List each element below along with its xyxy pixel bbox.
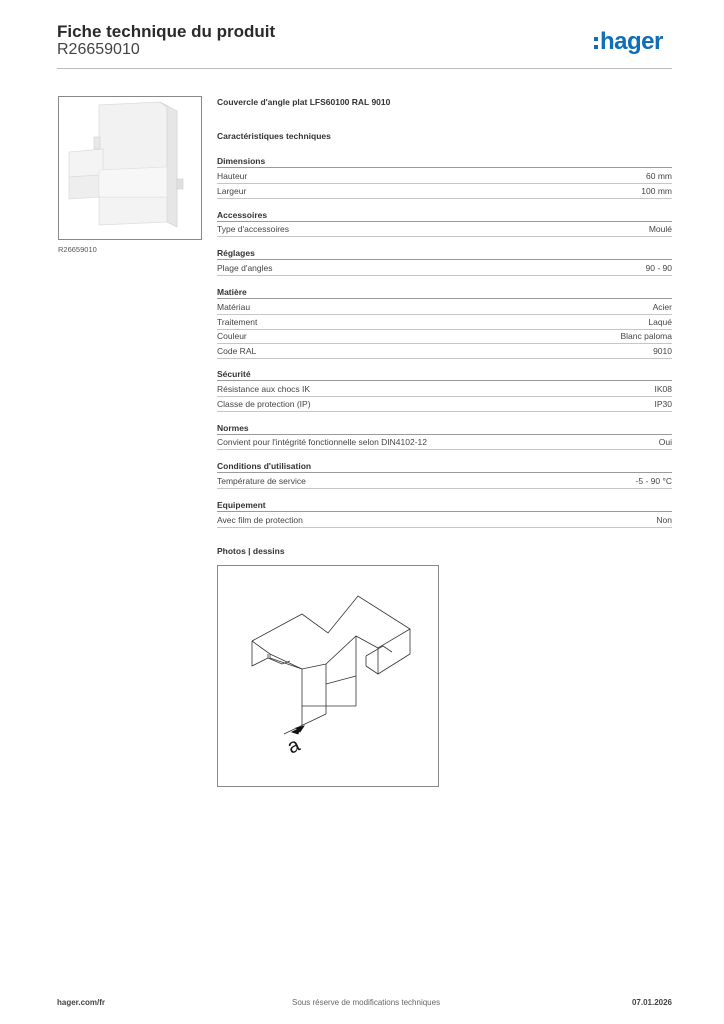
technical-drawing-image	[218, 566, 438, 786]
dimension-label: a	[283, 733, 304, 759]
group-title-normes: Normes	[217, 421, 672, 435]
footer-date: 07.01.2026	[631, 998, 672, 1007]
spec-row	[217, 169, 672, 184]
spec-label: Largeur	[217, 186, 247, 196]
spec-label: Traitement	[217, 317, 258, 327]
spec-value: -5 - 90 °C	[635, 476, 672, 486]
spec-value: 90 - 90	[645, 263, 672, 273]
photos-heading: Photos | dessins	[217, 546, 285, 556]
spec-row	[217, 513, 672, 528]
footer-disclaimer: Sous réserve de modifications techniques	[292, 998, 441, 1007]
product-photo-image	[59, 97, 201, 239]
product-photo	[58, 96, 202, 240]
spec-row	[217, 344, 672, 359]
technical-drawing	[217, 565, 439, 787]
product-reference: R26659010	[57, 41, 140, 58]
header-divider	[57, 68, 672, 69]
group-title-conditions: Conditions d'utilisation	[217, 459, 672, 473]
spec-row	[217, 397, 672, 412]
group-title-equipement: Equipement	[217, 498, 672, 512]
spec-label: Type d'accessoires	[217, 224, 290, 234]
spec-value: Blanc paloma	[620, 331, 672, 341]
spec-value: Oui	[658, 437, 672, 447]
spec-row	[217, 474, 672, 489]
spec-value: 100 mm	[641, 186, 672, 196]
spec-row	[217, 382, 672, 397]
spec-row	[217, 315, 672, 330]
spec-row	[217, 435, 672, 450]
product-name: Couvercle d'angle plat LFS60100 RAL 9010	[217, 97, 391, 107]
section-heading: Caractéristiques techniques	[217, 131, 331, 141]
spec-row	[217, 184, 672, 199]
spec-value: IK08	[654, 384, 672, 394]
spec-row	[217, 300, 672, 315]
photo-caption: R26659010	[58, 245, 97, 254]
group-title-dimensions: Dimensions	[217, 154, 672, 168]
spec-row	[217, 329, 672, 344]
spec-label: Plage d'angles	[217, 263, 273, 273]
spec-value: 60 mm	[646, 171, 672, 181]
spec-label: Couleur	[217, 331, 247, 341]
spec-value: Moulé	[648, 224, 672, 234]
spec-label: Résistance aux chocs IK	[217, 384, 311, 394]
spec-label: Hauteur	[217, 171, 248, 181]
footer-website-link[interactable]: hager.com/fr	[57, 998, 106, 1007]
spec-value: Acier	[652, 302, 672, 312]
group-title-matiere: Matière	[217, 285, 672, 299]
spec-label: Convient pour l'intégrité fonctionnelle selon DIN4102-12	[217, 437, 428, 447]
group-title-securite: Sécurité	[217, 367, 672, 381]
spec-label: Température de service	[217, 476, 306, 486]
spec-value: Laqué	[648, 317, 672, 327]
logo-dots-icon	[594, 28, 599, 56]
page-title: Fiche technique du produit	[57, 22, 276, 41]
spec-value: 9010	[653, 346, 672, 356]
brand-name: hager	[600, 28, 663, 55]
group-title-reglages: Réglages	[217, 246, 672, 260]
brand-logo[interactable]	[594, 28, 663, 56]
spec-value: IP30	[654, 399, 672, 409]
spec-label: Avec film de protection	[217, 515, 303, 525]
spec-row	[217, 222, 672, 237]
spec-value: Non	[656, 515, 672, 525]
spec-label: Classe de protection (IP)	[217, 399, 311, 409]
group-title-accessoires: Accessoires	[217, 208, 672, 222]
spec-label: Matériau	[217, 302, 251, 312]
spec-label: Code RAL	[217, 346, 257, 356]
spec-row	[217, 261, 672, 276]
